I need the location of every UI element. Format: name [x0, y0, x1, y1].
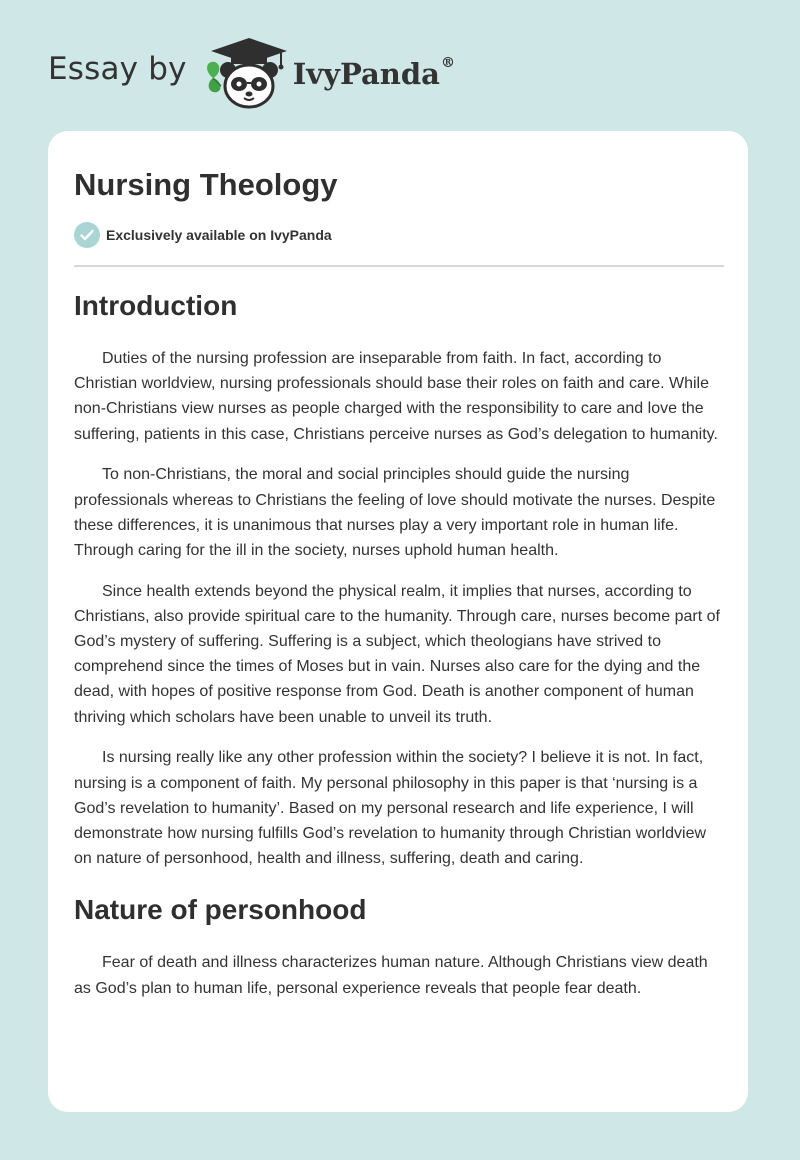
check-icon [74, 222, 100, 248]
exclusive-badge [74, 222, 724, 248]
essay-card [48, 131, 748, 1112]
section-heading-nature-of-personhood: Nature of personhood [74, 894, 367, 926]
brand-name[interactable] [293, 57, 455, 91]
essay-by-label: Essay by [48, 51, 187, 87]
paragraph: Fear of death and illness characterizes human nature. Although Christians view death as God’s plan to human life, personal experience reveals that people fear death. [74, 954, 708, 997]
title-divider [74, 265, 724, 267]
site-header [48, 34, 455, 110]
brand-text: IvyPanda [292, 57, 440, 91]
registered-mark: ® [440, 55, 455, 71]
essay-content [74, 165, 724, 1001]
paragraph: Is nursing really like any other profession within the society? I believe it is not. In fact, nursing is a component of faith. My personal philosophy in this paper is that ‘nursing is a God’s revelation to humanity’. Based on my personal research and life experience, I will demonstrate how nursing fulfills God’s revelation to humanity through Christian worldview on nature of personhood, health and illness, suffering, death and caring. [74, 749, 707, 868]
section-heading-introduction: Introduction [74, 290, 238, 321]
paragraph: To non-Christians, the moral and social principles should guide the nursing professionals whereas to Christians the feeling of love should motivate the nurses. Despite these differences, it is unanimous that nurses play a very important role in human life. Through caring for the ill in the society, nurses uphold human health. [74, 466, 716, 559]
panda-graduate-icon[interactable] [201, 34, 291, 110]
paragraph: Duties of the nursing profession are inseparable from faith. In fact, according to Christian worldview, nursing professionals should base their roles on faith and care. While non-Christians view nurses as people charged with the responsibility to care and love the suffering, patients in this case, Christians perceive nurses as God’s delegation to humanity. [74, 350, 718, 443]
paragraph: Since health extends beyond the physical realm, it implies that nurses, according to Christians, also provide spiritual care to the humanity. Through care, nurses become part of God’s mystery of suffering. Suffering is a subject, which theologians have strived to comprehend since the times of Moses but in vain. Nurses also care for the dying and the dead, with hopes of positive response from God. Death is another component of human thriving which scholars have been unable to unveil its truth. [74, 582, 720, 726]
exclusive-badge-text: Exclusively available on IvyPanda [106, 227, 332, 243]
page-title: Nursing Theology [74, 167, 338, 202]
